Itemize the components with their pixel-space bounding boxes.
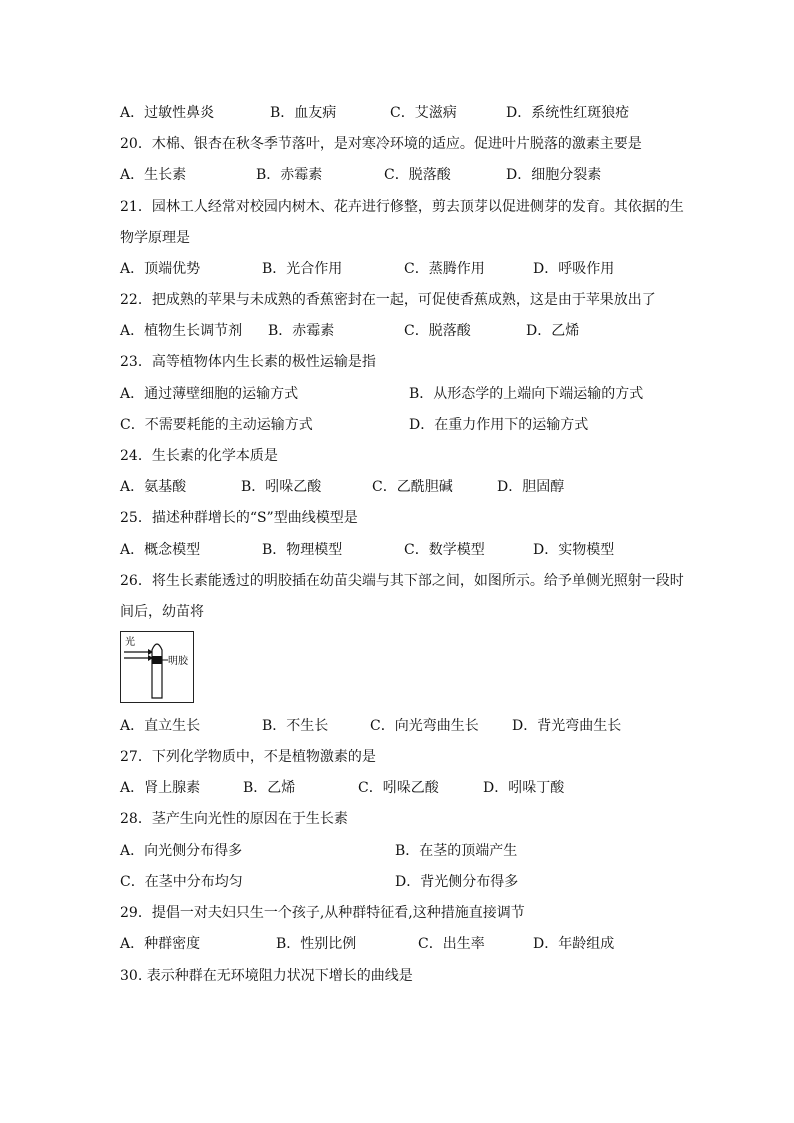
answer-option[interactable]: D．背光弯曲生长 [512,718,622,734]
answer-option[interactable]: D．胆固醇 [497,479,565,495]
answer-option[interactable]: A．向光侧分布得多 [120,843,243,859]
answer-option[interactable]: C．向光弯曲生长 [370,718,479,734]
question-stem: 28．茎产生向光性的原因在于生长素 [120,811,348,827]
seedling-diagram [121,632,193,702]
answer-option[interactable]: C．不需要耗能的主动运输方式 [120,417,313,433]
question-stem: 24．生长素的化学本质是 [120,448,278,464]
question-stem: 20．木棉、银杏在秋冬季节落叶，是对寒冷环境的适应。促进叶片脱落的激素主要是 [120,136,642,152]
answer-option[interactable]: C．脱落酸 [384,167,451,183]
question-stem: 27．下列化学物质中，不是植物激素的是 [120,749,376,765]
answer-option[interactable]: C．吲哚乙酸 [358,780,439,796]
answer-option[interactable]: B．吲哚乙酸 [241,479,322,495]
answer-option[interactable]: D．细胞分裂素 [506,167,602,183]
answer-option[interactable]: C．出生率 [418,936,485,952]
gelatin-block [152,656,162,664]
answer-option[interactable]: B．性别比例 [276,936,357,952]
question-stem: 22．把成熟的苹果与未成熟的香蕉密封在一起，可促使香蕉成熟，这是由于苹果放出了 [120,292,656,308]
answer-option[interactable]: A．种群密度 [120,936,201,952]
answer-option[interactable]: A．概念模型 [120,542,201,558]
question-stem: 26．将生长素能透过的明胶插在幼苗尖端与其下部之间，如图所示。给予单侧光照射一段时 [120,573,684,589]
answer-option[interactable]: D．年龄组成 [533,936,615,952]
answer-option[interactable]: A．通过薄壁细胞的运输方式 [120,386,299,402]
answer-option[interactable]: C．艾滋病 [390,105,457,121]
answer-option[interactable]: A．氨基酸 [120,479,187,495]
question-stem: 间后，幼苗将 [120,604,204,620]
answer-option[interactable]: A．直立生长 [120,718,201,734]
question-stem: 30. 表示种群在无环境阻力状况下增长的曲线是 [120,968,413,984]
answer-option[interactable]: B．赤霉素 [268,323,335,339]
answer-option[interactable]: B．不生长 [262,718,329,734]
answer-option[interactable]: D．呼吸作用 [533,261,615,277]
gelatin-label: 明胶 [168,656,188,667]
answer-option[interactable]: B．光合作用 [262,261,343,277]
answer-option[interactable]: D．在重力作用下的运输方式 [409,417,589,433]
answer-option[interactable]: D．吲哚丁酸 [483,780,565,796]
answer-option[interactable]: A．过敏性鼻炎 [120,105,215,121]
answer-option[interactable]: D．乙烯 [526,323,580,339]
answer-option[interactable]: B．血友病 [270,105,337,121]
answer-option[interactable]: B．从形态学的上端向下端运输的方式 [409,386,644,402]
question-stem: 25．描述种群增长的“S”型曲线模型是 [120,510,358,526]
seedling-figure [120,631,194,703]
answer-option[interactable]: A．顶端优势 [120,261,201,277]
answer-option[interactable]: C．在茎中分布均匀 [120,874,243,890]
question-stem: 物学原理是 [120,230,190,246]
question-stem: 29．提倡一对夫妇只生一个孩子,从种群特征看,这种措施直接调节 [120,905,525,921]
question-stem: 21．园林工人经常对校园内树木、花卉进行修整，剪去顶芽以促进侧芽的发育。其依据的生 [120,199,684,215]
question-stem: 23．高等植物体内生长素的极性运输是指 [120,354,376,370]
answer-option[interactable]: D．实物模型 [533,542,615,558]
answer-option[interactable]: A．肾上腺素 [120,780,201,796]
light-label: 光 [125,637,135,648]
answer-option[interactable]: B．乙烯 [243,780,296,796]
answer-option[interactable]: C．乙酰胆碱 [372,479,453,495]
answer-option[interactable]: D．系统性红斑狼疮 [506,105,630,121]
answer-option[interactable]: B．赤霉素 [256,167,323,183]
answer-option[interactable]: C．蒸腾作用 [404,261,485,277]
answer-option[interactable]: C．脱落酸 [404,323,471,339]
answer-option[interactable]: A．植物生长调节剂 [120,323,243,339]
answer-option[interactable]: A．生长素 [120,167,187,183]
answer-option[interactable]: D．背光侧分布得多 [395,874,519,890]
seedling-shape [152,644,162,698]
answer-option[interactable]: C．数学模型 [404,542,485,558]
answer-option[interactable]: B．物理模型 [262,542,343,558]
answer-option[interactable]: B．在茎的顶端产生 [395,843,518,859]
